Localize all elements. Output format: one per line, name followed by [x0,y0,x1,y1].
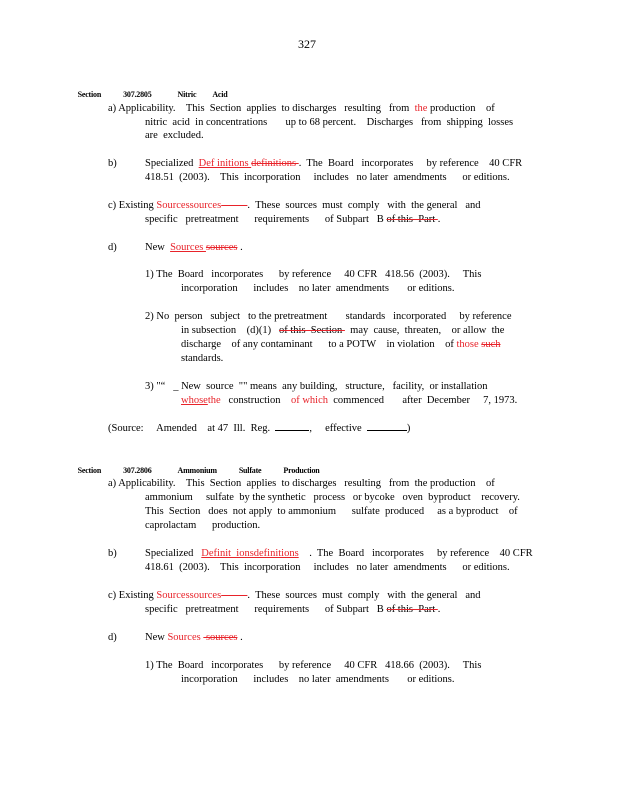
text: . [437,604,441,615]
inserted-text: the [207,395,221,406]
paragraph-d-label: d) [108,242,117,253]
inserted-text: those [456,339,482,350]
section-title: Production [283,466,320,475]
text: . [237,242,243,253]
text: construction [220,395,291,406]
paragraph-b-line: 418.61 (2003). This incorporation includes no later amendments or editions. [145,562,510,573]
text: . [437,214,441,225]
paragraph-d3: 3) "“ _ New source "" means any building, structure, facility, or installation [145,381,488,392]
deleted-text: sources [205,242,238,253]
text: . [237,632,243,643]
deleted-text: of this Part [386,214,438,225]
section-number: 307.2805 [123,90,152,99]
paragraph-b-label: b) [108,158,117,169]
text: . These sources must comply with the general and [247,590,481,601]
text: . The Board incorporates by reference 40 CFR [298,158,523,169]
inserted-text: Sources [167,632,204,643]
paragraph-a-line: ammonium sulfate by the synthetic process or bycoke oven byproduct recovery. [145,492,520,503]
inserted-text: Sources [156,590,190,601]
text: New [145,242,171,253]
text: may cause, threaten, or allow the [344,325,505,336]
deleted-text: definitions [251,158,299,169]
paragraph-a-line: caprolactam production. [145,520,261,531]
paragraph-d2-line: standards. [181,353,224,364]
paragraph-d2-line [181,338,501,351]
deleted-text: sources [203,632,238,643]
section-heading [74,451,320,477]
inserted-text: Definit ionsdefinitions [201,548,299,559]
paragraph-d2: 2) No person subject to the pretreatment standards incorporated by reference [145,311,512,322]
deleted-text: of this Section [278,325,345,336]
text: . These sources must comply with the general and [247,200,481,211]
blank-line [275,421,309,431]
paragraph-c-line [145,603,440,616]
text: (Source: Amended at 47 Ill. Reg. [108,423,276,434]
section-title: Ammonium [177,466,217,475]
section-number: 307.2806 [123,466,152,475]
paragraph-b-line: 418.51 (2003). This incorporation includes no later amendments or editions. [145,172,510,183]
section-label: Section [77,90,102,99]
paragraph-c [108,199,481,212]
deleted-text [221,590,247,601]
text: New [145,632,168,643]
paragraph-d3-line [181,394,517,407]
paragraph-b [145,547,533,560]
text: commenced after December 7, 1973. [328,395,518,406]
inserted-text: Sources [170,242,206,253]
blank-line [367,421,407,431]
paragraph-d-label: d) [108,632,117,643]
inserted-text: of which [290,395,328,406]
deleted-text: such [481,339,501,350]
text: ) [406,423,411,434]
text: specific pretreatment requirements of Subpart B [145,214,387,225]
paragraph-a-line: are excluded. [145,130,204,141]
section-title: Acid [212,90,228,99]
paragraph-d [145,631,243,644]
text: . The Board incorporates by reference 40 CFR [298,548,533,559]
paragraph-c-line [145,213,440,226]
deleted-text: of this Part [386,604,438,615]
deleted-text [221,200,247,211]
text: Specialized [145,158,199,169]
section-heading [74,75,228,101]
paragraph-d1-line: incorporation includes no later amendments or editions. [181,283,455,294]
text: , effective [309,423,367,434]
paragraph-d [145,241,243,254]
paragraph-b-label: b) [108,548,117,559]
inserted-text: the [414,103,428,114]
section-label: Section [77,466,102,475]
paragraph-b [145,157,522,170]
paragraph-a [108,102,495,115]
paragraph-d1: 1) The Board incorporates by reference 40 CFR 418.66 (2003). This [145,660,482,671]
page-number: 327 [298,37,316,51]
inserted-text: Def initions [198,158,252,169]
paragraph-c [108,589,481,602]
source-note [108,421,410,435]
text: discharge of any contaminant to a POTW in violation of [181,339,457,350]
paragraph-a: a) Applicability. This Section applies to discharges resulting from the production of [108,478,495,489]
paragraph-a-line: nitric acid in concentrations up to 68 percent. Discharges from shipping losses [145,117,514,128]
text: c) Existing [108,590,157,601]
section-title: Nitric [177,90,197,99]
text: Specialized [145,548,202,559]
inserted-text: Sources [156,200,190,211]
inserted-text: whose [181,395,208,406]
paragraph-d2-line [181,324,504,337]
paragraph-a-line: This Section does not apply to ammonium sulfate produced as a byproduct of [145,506,518,517]
paragraph-d1-line: incorporation includes no later amendments or editions. [181,674,455,685]
text: in subsection (d)(1) [181,325,279,336]
paragraph-d1: 1) The Board incorporates by reference 40 CFR 418.56 (2003). This [145,269,482,280]
text: specific pretreatment requirements of Subpart B [145,604,387,615]
inserted-text: sources [189,590,222,601]
text: a) Applicability. This Section applies to discharges resulting from [108,103,415,114]
inserted-text: sources [189,200,222,211]
section-title: Sulfate [238,466,262,475]
text: production of [427,103,495,114]
text: c) Existing [108,200,157,211]
